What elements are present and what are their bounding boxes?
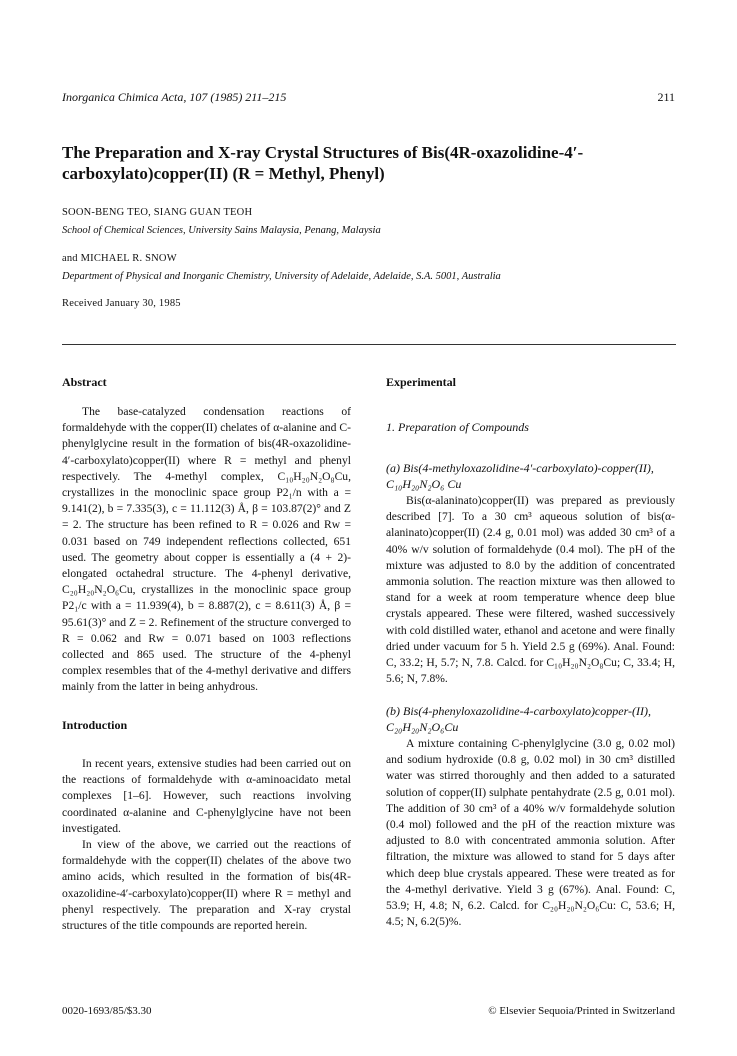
article-title: The Preparation and X-ray Crystal Structures of Bis(4R-oxazolidine-4′-carboxylato)copper(II) (R = Methyl, Phenyl) (62, 143, 584, 183)
abstract-text: The base-catalyzed condensation reactions of formaldehyde with the copper(II) chelates of α-alanine and C-phenylglycine result in the formation of bis(4R-oxazolidine-4′-carboxylato)copper(II) where R = methyl and phenyl respectively. The 4-methyl complex, C₁₀H₂₀N₂O₈Cu, crystallizes in the monoclinic space group P2₁/n with a = 9.141(2), b = 7.335(3), c = 11.112(3) Å, β = 103.87(2)° and Z = 2. The structure has been refined to R = 0.026 and Rw = 0.031 based on 749 independent reflections collected, 651 used. The geometry about copper is essentially a (4 + 2)-elongated octahedral structure. The 4-phenyl derivative, C₂₀H₂₀N₂O₆Cu, crystallizes in the monoclinic space group P2₁/c with a = 11.939(4), b = 8.887(2), c = 8.611(3) Å, β = 95.61(3)° and Z = 2. Refinement of the structure converged to R = 0.062 and Rw = 0.071 based on 1003 reflections collected and 865 used. The structure of the 4-phenyl complex resembles that of the 4-methyl derivative and differs mainly from the latter in being anhydrous. (62, 405, 351, 694)
sub-b-heading: (b) Bis(4-phenyloxazolidine-4-carboxylato)copper-(II), C₂₀H₂₀N₂O₆Cu (386, 704, 651, 735)
journal-citation: Inorganica Chimica Acta, 107 (1985) 211–215 (62, 90, 287, 104)
affiliation-2: Department of Physical and Inorganic Chemistry, University of Adelaide, Adelaide, S.A. 5001, Australia (62, 271, 501, 282)
received-date: Received January 30, 1985 (62, 298, 181, 309)
introduction-heading: Introduction (62, 718, 128, 732)
abstract-heading: Abstract (62, 375, 107, 389)
experimental-heading: Experimental (386, 375, 456, 389)
sub-a-text: Bis(α-alaninato)copper(II) was prepared as previously described [7]. To a 30 cm³ aqueous solution of bis(α-alaninato)copper(II) (2.4 g, 0.01 mol) was added 30 cm³ of a 40% w/v solution of formaldehyde (0.4 mol). The pH of the mixture was adjusted to 8.0 by the addition of concentrated ammonia solution. The reaction mixture was then allowed to stand for a week at room temperature whence deep blue crystals appeared. These were filtered, washed successively with cold distilled water, ethanol and acetone and were finally dried under vacuum for 5 h. Yield 2.5 g (69%). Anal. Found: C, 33.2; H, 5.7; N, 7.8. Calcd. for C₁₀H₂₀N₂O₈Cu; C, 33.4; H, 5.6; N, 7.8%. (386, 494, 675, 686)
sub-a-heading: (a) Bis(4-methyloxazolidine-4′-carboxylato)-copper(II), C₁₀H₂₀N₂O₆ Cu (386, 461, 654, 492)
author-names-1: SOON-BENG TEO, SIANG GUAN TEOH (62, 207, 253, 218)
page-number: 211 (657, 90, 675, 104)
sub-b-text: A mixture containing C-phenylglycine (3.0 g, 0.02 mol) and sodium hydroxide (0.8 g, 0.02 mol) in 30 cm³ distilled water was stirred thoroughly and then added to a saturated solution of copper(II) sulphate pentahydrate (2.5 g, 0.01 mol). The addition of 30 cm³ of a 40% w/v formaldehyde solution (0.4 mol) followed and the pH of the reaction mixture was adjusted to 8.0 with concentrated ammonia solution. After filtration, the mixture was allowed to stand for 5 days after which deep blue crystals appeared. These were treated as for the 4-methyl derivative. Yield 3 g (67%). Anal. Found: C, 53.9; H, 4.8; N, 6.2. Calcd. for C₂₀H₂₀N₂O₆Cu: C, 53.6; H, 4.5; N, 6.2(5)%. (386, 737, 675, 929)
preparation-subheading: 1. Preparation of Compounds (386, 420, 529, 434)
affiliation-1: School of Chemical Sciences, University Sains Malaysia, Penang, Malaysia (62, 225, 381, 236)
publisher-imprint: © Elsevier Sequoia/Printed in Switzerland (488, 1005, 675, 1017)
intro-paragraph-1: In recent years, extensive studies had been carried out on the reactions of formaldehyde with α-aminoacidato metal complexes [1–6]. However, such reactions involving coordinated α-alanine and C-phenylglycine have not been investigated. (62, 757, 351, 835)
header-divider (62, 344, 676, 345)
running-header (62, 90, 675, 106)
author-names-2: and MICHAEL R. SNOW (62, 253, 177, 264)
intro-paragraph-2: In view of the above, we carried out the reactions of formaldehyde with the copper(II) chelates of the above two amino acids, which resulted in the formation of bis(4R-oxazolidine-4′-carboxylato)copper(II) where R = methyl and phenyl respectively. The preparation and X-ray crystal structures of the title compounds are reported herein. (62, 838, 351, 933)
issn-price-code: 0020-1693/85/$3.30 (62, 1005, 152, 1017)
